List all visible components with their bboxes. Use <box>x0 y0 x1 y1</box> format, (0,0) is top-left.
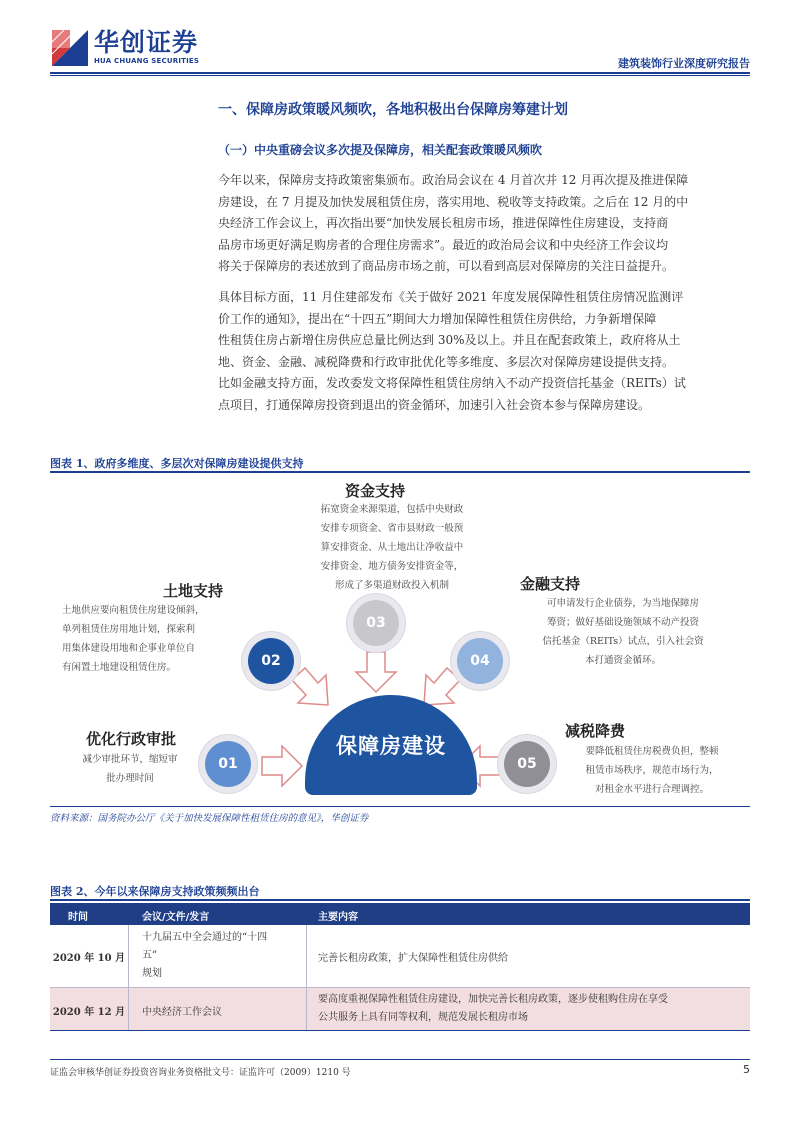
section-heading: 一、保障房政策暖风频吹，各地积极出台保障房筹建计划 <box>218 102 568 118</box>
circle-04: 04 <box>457 638 503 684</box>
col-header-meeting: 会议/文件/发言 <box>142 912 210 923</box>
logo-mark-icon <box>52 30 88 66</box>
cell-time: 2020 年 10 月 <box>52 953 126 964</box>
cell-line: 公共服务上具有同等权利，规范发展长租房市场 <box>318 1012 528 1023</box>
col-divider <box>306 925 307 1030</box>
col-divider <box>128 925 129 1030</box>
item-05-body <box>562 742 742 799</box>
footer-divider <box>50 1059 750 1060</box>
table-bottom-rule <box>50 1030 750 1031</box>
item-line: 筹资；做好基础设施领域不动产投资 <box>546 617 699 628</box>
item-03-title: 资金支持 <box>345 482 406 500</box>
cell-line: 五” <box>142 950 158 961</box>
paragraph-line: 地、资金、金融、减税降费和行政审批优化等多维度、多层次对保障房建设提供支持。 <box>218 354 675 369</box>
item-line: 形成了多渠道财政投入机制 <box>334 580 449 591</box>
header-divider-thin <box>50 75 750 76</box>
circle-03: 03 <box>353 600 399 646</box>
paragraph-line: 性租赁住房占新增住房供应总量比例达到 30%及以上。并且在配套政策上，政府将从土 <box>218 333 681 347</box>
paragraph-2 <box>218 287 750 416</box>
figure-2-rule <box>50 899 750 901</box>
paragraph-line: 将关于保障房的表述放到了商品房市场之前，可以看到高层对保障房的关注日益提升。 <box>218 259 675 273</box>
item-line: 土地供应要向租赁住房建设倾斜， <box>62 605 205 616</box>
paragraph-line: 点项目，打通保障房投资到退出的资金循环，加速引入社会资本参与保障房建设。 <box>218 397 651 412</box>
item-01-body <box>60 750 200 788</box>
figure-1-bottom-rule <box>50 806 750 807</box>
arrow-diagonal-right-icon <box>424 668 460 705</box>
item-line: 用集体建设用地和企事业单位自 <box>62 643 196 654</box>
logo-subtext: HUA CHUANG SECURITIES <box>94 57 200 65</box>
item-05-title: 减税降费 <box>565 722 626 740</box>
report-type: 建筑装饰行业深度研究报告 <box>618 57 750 70</box>
circle-05: 05 <box>504 741 550 787</box>
item-line: 有闲置土地建设租赁住房。 <box>62 662 177 673</box>
figure-1-source: 资料来源：国务院办公厅《关于加快发展保障性租赁住房的意见》，华创证券 <box>50 813 369 824</box>
table-row <box>50 988 750 1030</box>
arrow-right-icon <box>262 746 302 786</box>
item-line: 租赁市场秩序，规范市场行为， <box>585 765 719 776</box>
cell-line: 规划 <box>142 968 162 979</box>
subsection-heading: （一）中央重磅会议多次提及保障房，相关配套政策暖风频吹 <box>218 143 543 157</box>
item-line: 可申请发行企业债券，为当地保障房 <box>546 598 699 609</box>
figure-1-title: 图表 1、政府多维度、多层次对保障房建设提供支持 <box>50 457 304 470</box>
header-divider <box>50 72 750 74</box>
cell-content <box>318 991 668 1027</box>
col-header-content: 主要内容 <box>318 912 358 923</box>
cell-time: 2020 年 12 月 <box>52 1007 126 1018</box>
paragraph-line: 品房市场更好满足购房者的合理住房需求”。最近的政治局会议和中央经济工作会议均 <box>218 237 669 252</box>
item-line: 信托基金（REITs）试点，引入社会资 <box>542 636 704 647</box>
footer-license: 证监会审核华创证券投资咨询业务资格批文号：证监许可（2009）1210 号 <box>50 1068 351 1078</box>
paragraph-line: 价工作的通知》，提出在“十四五”期间大力增加保障性租赁住房供给，力争新增保障 <box>218 311 657 326</box>
table-row <box>50 925 750 987</box>
item-line: 批办理时间 <box>106 773 154 784</box>
paragraph-line: 房建设，在 7 月提及加快发展租赁住房，落实用地、税收等支持政策。之后在 12 月的中 <box>218 194 689 209</box>
cell-line: 要高度重视保障性租赁住房建设，加快完善长租房政策，逐步使租购住房在享受 <box>318 994 668 1005</box>
item-line: 安排资金、地方债务安排资金等， <box>320 561 464 572</box>
item-line: 安排专项资金、省市县财政一般预 <box>320 523 464 534</box>
figure-2-title: 图表 2、今年以来保障房支持政策频频出台 <box>50 885 260 898</box>
item-line: 单列租赁住房用地计划，探索利 <box>62 624 196 635</box>
item-04-body <box>508 594 738 670</box>
paragraph-line: 央经济工作会议上，再次指出要“加快发展长租房市场，推进保障性住房建设，支持商 <box>218 216 669 230</box>
page-number: 5 <box>743 1063 750 1076</box>
item-01-title: 优化行政审批 <box>86 730 177 748</box>
paragraph-1 <box>218 170 750 278</box>
item-line: 本打通资金循环。 <box>584 655 661 666</box>
item-02-body <box>62 601 242 677</box>
item-line: 对租金水平进行合理调控。 <box>594 784 709 795</box>
paragraph-line: 比如金融支持方面，发改委发文将保障性租赁住房纳入不动产投资信托基金（REITs）试 <box>218 376 686 390</box>
cell-line: 十九届五中全会通过的“十四 <box>142 932 268 943</box>
center-label: 保障房建设 <box>305 695 477 795</box>
item-line: 算安排资金、从土地出让净收益中 <box>320 542 464 553</box>
paragraph-line: 具体目标方面，11 月住建部发布《关于做好 2021 年度发展保障性租赁住房情况监测评 <box>218 290 684 304</box>
logo-text: 华创证券 <box>94 28 199 57</box>
arrow-diagonal-left-icon <box>292 668 328 705</box>
cell-meeting <box>142 929 267 983</box>
circle-02: 02 <box>248 638 294 684</box>
figure-1-rule <box>50 471 750 473</box>
paragraph-line: 今年以来，保障房支持政策密集颁布。政治局会议在 4 月首次并 12 月再次提及推进保障 <box>218 173 689 187</box>
item-line: 拓宽资金来源渠道，包括中央财政 <box>320 504 464 515</box>
col-header-time: 时间 <box>68 912 88 923</box>
arrow-down-icon <box>356 652 396 692</box>
item-line: 要降低租赁住房税费负担，整顿 <box>585 746 719 757</box>
table-header <box>50 903 750 925</box>
circle-01: 01 <box>205 741 251 787</box>
item-03-body <box>282 500 502 595</box>
item-line: 减少审批环节，缩短审 <box>82 754 178 765</box>
cell-content: 完善长租房政策，扩大保障性租赁住房供给 <box>318 953 508 964</box>
cell-meeting: 中央经济工作会议 <box>142 1007 222 1018</box>
item-02-title: 土地支持 <box>163 582 224 600</box>
item-04-title: 金融支持 <box>520 575 581 593</box>
